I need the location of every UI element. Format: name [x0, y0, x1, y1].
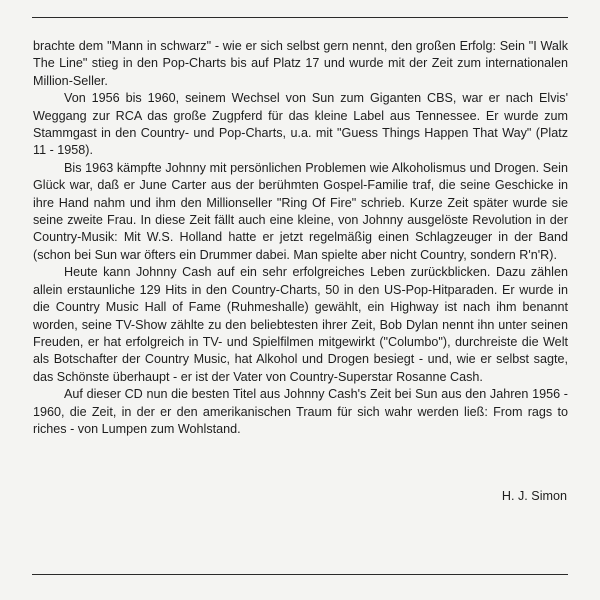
paragraph-1: brachte dem "Mann in schwarz" - wie er sich selbst gern nennt, den großen Erfolg: Sein "I Walk The Line" stieg in den Pop-Charts bis auf Platz 17 und wurde mit der Zeit zum internationalen Million-Seller.	[33, 39, 568, 88]
author-signature: H. J. Simon	[501, 489, 567, 503]
paragraph-5: Auf dieser CD nun die besten Titel aus Johnny Cash's Zeit bei Sun aus den Jahren 1956 - 1960, die Zeit, in der er den amerikanischen Traum für sich wahr werden ließ: From rags to riches - von Lumpen zum Wohlstand.	[33, 387, 568, 436]
paragraph-3: Bis 1963 kämpfte Johnny mit persönlichen Problemen wie Alkoholismus und Drogen. Sein Glück war, daß er June Carter aus der berühmten Gospel-Familie traf, die seine Geschicke in ihre Hand nahm und ihm den Millionseller "Ring Of Fire" schrieb. Kurze Zeit später wurde sie seine zweite Frau. In diese Zeit fällt auch eine kleine, von Johnny ausgelöste Revolution in der Country-Musik: Mit W.S. Holland hatte er jetzt regelmäßig einen Schlagzeuger in der Band (schon bei Sun war öfters ein Drummer dabei. Man spielte aber nicht Country, sondern R'n'R).	[33, 160, 568, 262]
bottom-divider	[32, 574, 568, 575]
paragraph-2: Von 1956 bis 1960, seinem Wechsel von Sun zum Giganten CBS, war er nach Elvis' Weggang zur RCA das große Zugpferd für das kleine Label aus Tennessee. Er wurde zum Stammgast in den Country- und Pop-Charts, u.a. mit "Guess Things Happen That Way" (Platz 11 - 1958).	[33, 91, 568, 158]
liner-notes-text	[33, 38, 568, 438]
top-divider	[32, 17, 568, 18]
paragraph-4: Heute kann Johnny Cash auf ein sehr erfolgreiches Leben zurückblicken. Dazu zählen allein erstaunliche 129 Hits in den Country-Charts, 50 in den US-Pop-Hitparaden. Er wurde in die Country Music Hall of Fame (Ruhmeshalle) gewählt, ein Highway ist nach ihm benannt worden, seine TV-Show zählte zu den beliebtesten ihrer Zeit, Bob Dylan nennt ihn unter seinen Freuden, er hat erfolgreich in TV- und Spielfilmen mitgewirkt ("Columbo"), durchreiste die Welt als Botschafter der Country Music, hat Alkohol und Drogen besiegt - und, wie er selbst sagte, das Schönste überhaupt - er ist der Vater von Country-Superstar Rosanne Cash.	[33, 265, 568, 384]
